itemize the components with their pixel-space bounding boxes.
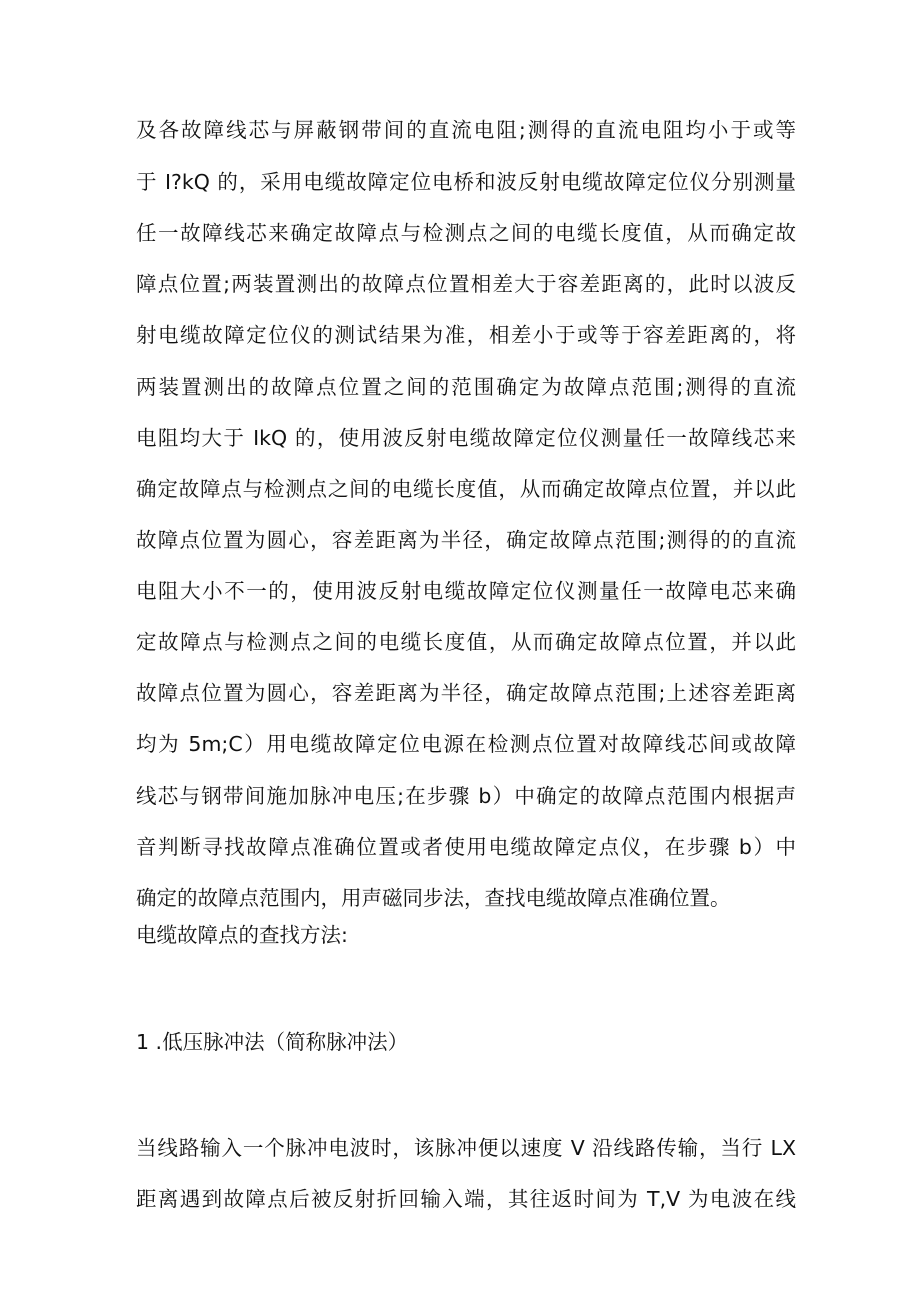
paragraph2-line: 距离遇到故障点后被反射折回输入端，其往返时间为 T,V 为电波在线 xyxy=(136,1187,796,1211)
paragraph1-line: 确定的故障点范围内，用声磁同步法，查找电缆故障点准确位置。 xyxy=(136,886,731,910)
paragraph1-line: 于 I?kQ 的，采用电缆故障定位电桥和波反射电缆故障定位仪分别测量 xyxy=(136,170,796,194)
paragraph1-line: 障点位置;两装置测出的故障点位置相差大于容差距离的，此时以波反 xyxy=(136,272,796,296)
section-heading: 电缆故障点的查找方法: xyxy=(136,923,348,947)
paragraph2-line: 当线路输入一个脉冲电波时，该脉冲便以速度 V 沿线路传输，当行 LX xyxy=(136,1136,796,1160)
paragraph1-line: 线芯与钢带间施加脉冲电压;在步骤 b）中确定的故障点范围内根据声 xyxy=(136,784,796,808)
paragraph1-line: 故障点位置为圆心，容差距离为半径，确定故障点范围;上述容差距离 xyxy=(136,681,796,705)
paragraph1-line: 均为 5m;C）用电缆故障定位电源在检测点位置对故障线芯间或故障 xyxy=(136,732,796,756)
paragraph1-line: 及各故障线芯与屏蔽钢带间的直流电阻;测得的直流电阻均小于或等 xyxy=(136,118,796,142)
paragraph1-line: 故障点位置为圆心，容差距离为半径，确定故障点范围;测得的的直流 xyxy=(136,528,796,552)
paragraph1-line: 两装置测出的故障点位置之间的范围确定为故障点范围;测得的直流 xyxy=(136,375,796,399)
paragraph1-line: 音判断寻找故障点准确位置或者使用电缆故障定点仪，在步骤 b）中 xyxy=(136,835,796,859)
paragraph1-line: 确定故障点与检测点之间的电缆长度值，从而确定故障点位置，并以此 xyxy=(136,477,796,501)
paragraph1-line: 电阻均大于 IkQ 的，使用波反射电缆故障定位仪测量任一故障线芯来 xyxy=(136,426,796,450)
paragraph1-line: 任一故障线芯来确定故障点与检测点之间的电缆长度值，从而确定故 xyxy=(136,221,796,245)
paragraph1-line: 定故障点与检测点之间的电缆长度值，从而确定故障点位置，并以此 xyxy=(136,630,796,654)
paragraph1-line: 电阻大小不一的，使用波反射电缆故障定位仪测量任一故障电芯来确 xyxy=(136,579,796,603)
section-title: 1 .低压脉冲法（简称脉冲法） xyxy=(136,1030,409,1054)
paragraph1-line: 射电缆故障定位仪的测试结果为准，相差小于或等于容差距离的，将 xyxy=(136,323,796,347)
